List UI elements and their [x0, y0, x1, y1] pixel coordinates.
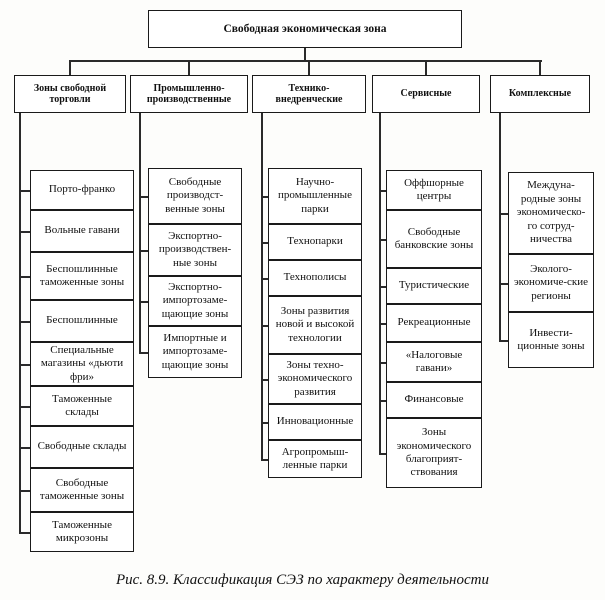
- classification-item: Междуна-родные зоны экономическо-го сотруд-ничества: [508, 172, 594, 254]
- item-connector: [262, 325, 268, 327]
- classification-item: Научно-промышленные парки: [268, 168, 362, 224]
- classification-item: Свободные производст-венные зоны: [148, 168, 242, 224]
- item-connector: [500, 283, 508, 285]
- classification-item: Зоны развития новой и высокой технологии: [268, 296, 362, 354]
- root-node: Свободная экономическая зона: [148, 10, 462, 48]
- item-connector: [500, 340, 508, 342]
- classification-item: Технополисы: [268, 260, 362, 296]
- classification-item: Эколого-экономиче-ские регионы: [508, 254, 594, 312]
- item-connector: [20, 190, 30, 192]
- classification-item: Таможенные склады: [30, 386, 134, 426]
- classification-item: Порто-франко: [30, 170, 134, 210]
- item-connector: [262, 422, 268, 424]
- item-connector: [262, 278, 268, 280]
- classification-item: Вольные гавани: [30, 210, 134, 252]
- classification-item: Свободные банковские зоны: [386, 210, 482, 268]
- item-connector: [380, 323, 386, 325]
- item-connector: [140, 352, 148, 354]
- item-connector: [20, 490, 30, 492]
- item-connector: [20, 406, 30, 408]
- category-connector: [188, 60, 190, 75]
- item-connector: [20, 231, 30, 233]
- item-connector: [140, 250, 148, 252]
- category-connector: [539, 60, 541, 75]
- classification-item: «Налоговые гавани»: [386, 342, 482, 382]
- column-stem: [379, 113, 381, 455]
- item-connector: [262, 379, 268, 381]
- item-connector: [262, 242, 268, 244]
- classification-item: Экспортно-производствен-ные зоны: [148, 224, 242, 276]
- classification-item: Туристические: [386, 268, 482, 304]
- item-connector: [20, 364, 30, 366]
- item-connector: [20, 532, 30, 534]
- column-stem: [499, 113, 501, 342]
- item-connector: [380, 400, 386, 402]
- classification-item: Рекреационные: [386, 304, 482, 342]
- column-stem: [261, 113, 263, 461]
- item-connector: [500, 213, 508, 215]
- item-connector: [380, 453, 386, 455]
- column-stem: [19, 113, 21, 534]
- category-box: Зоны свободной торговли: [14, 75, 126, 113]
- category-box: Сервисные: [372, 75, 480, 113]
- category-box: Технико-внедренческие: [252, 75, 366, 113]
- category-connector: [308, 60, 310, 75]
- classification-item: Инвести-ционные зоны: [508, 312, 594, 368]
- item-connector: [20, 447, 30, 449]
- classification-item: Свободные таможенные зоны: [30, 468, 134, 512]
- classification-item: Свободные склады: [30, 426, 134, 468]
- classification-item: Финансовые: [386, 382, 482, 418]
- item-connector: [380, 362, 386, 364]
- category-box: Промышленно-производственные: [130, 75, 248, 113]
- classification-item: Экспортно-импортозаме-щающие зоны: [148, 276, 242, 326]
- classification-item: Беспошлинные таможенные зоны: [30, 252, 134, 300]
- item-connector: [380, 239, 386, 241]
- item-connector: [380, 190, 386, 192]
- item-connector: [20, 321, 30, 323]
- item-connector: [140, 301, 148, 303]
- item-connector: [262, 196, 268, 198]
- classification-item: Специальные магазины «дьюти фри»: [30, 342, 134, 386]
- category-box: Комплексные: [490, 75, 590, 113]
- classification-item: Оффшорные центры: [386, 170, 482, 210]
- classification-item: Зоны техно-экономического развития: [268, 354, 362, 404]
- classification-item: Беспошлинные: [30, 300, 134, 342]
- category-bus: [70, 60, 542, 62]
- category-connector: [69, 60, 71, 75]
- classification-item: Технопарки: [268, 224, 362, 260]
- classification-item: Таможенные микрозоны: [30, 512, 134, 552]
- classification-item: Инновационные: [268, 404, 362, 440]
- item-connector: [380, 286, 386, 288]
- classification-item: Импортные и импортозаме-щающие зоны: [148, 326, 242, 378]
- item-connector: [262, 459, 268, 461]
- column-stem: [139, 113, 141, 354]
- item-connector: [140, 196, 148, 198]
- classification-item: Агропромыш-ленные парки: [268, 440, 362, 478]
- root-connector: [304, 48, 306, 60]
- item-connector: [20, 276, 30, 278]
- classification-item: Зоны экономического благоприят-ствования: [386, 418, 482, 488]
- category-connector: [425, 60, 427, 75]
- figure-caption: Рис. 8.9. Классификация СЭЗ по характеру деятельности: [115, 572, 489, 588]
